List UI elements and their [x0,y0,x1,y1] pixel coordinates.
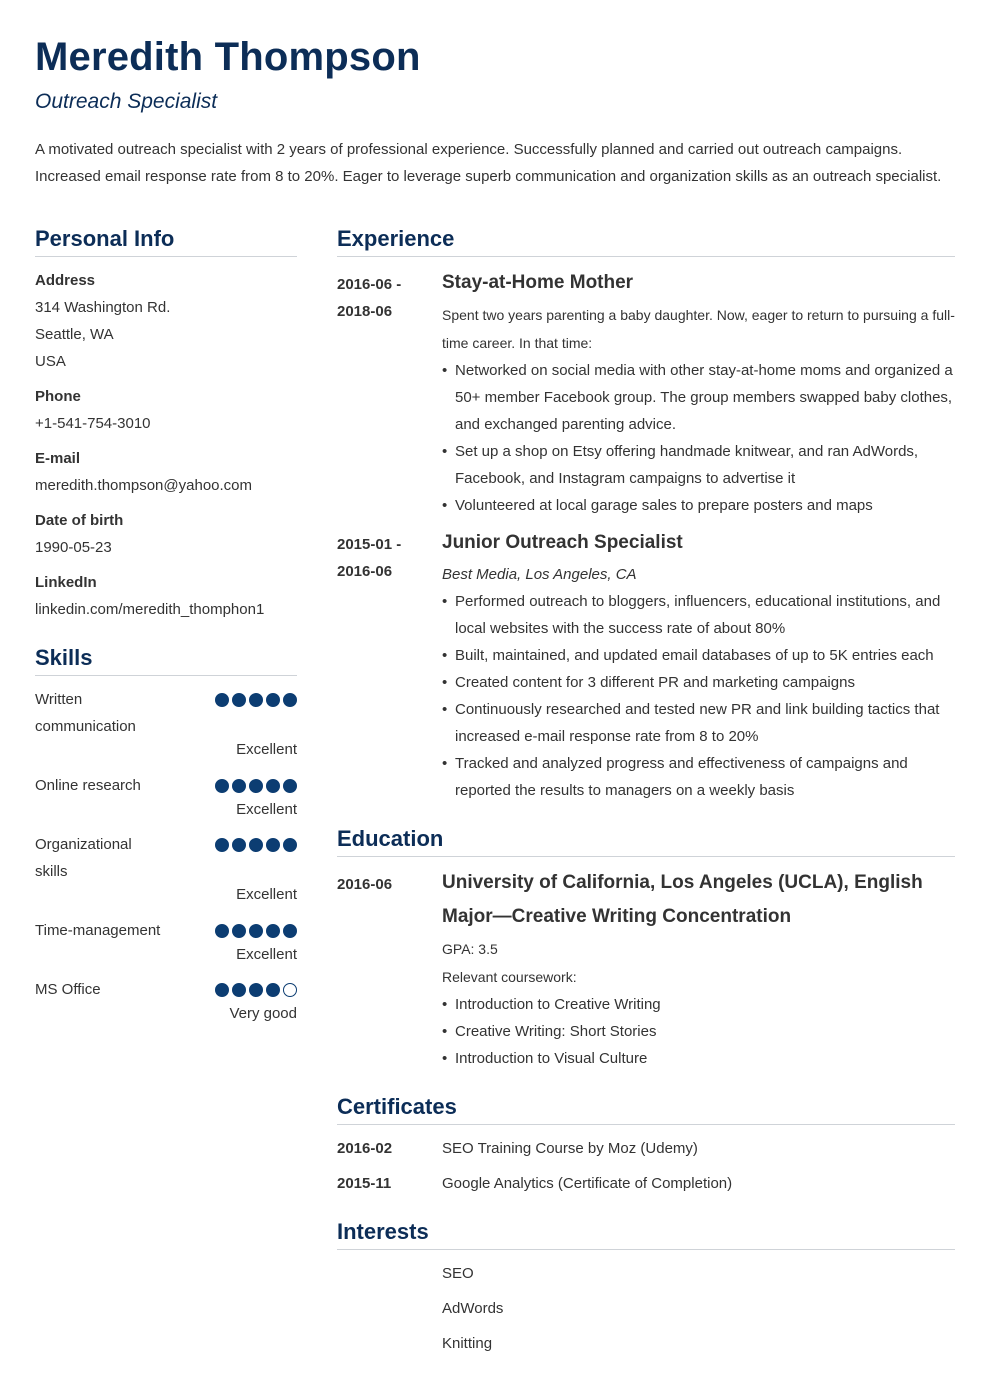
rating-dot-filled [266,983,280,997]
job-date-start: 2015-01 - [337,536,402,553]
list-item: • Set up a shop on Etsy offering handmade knitwear, and ran AdWords, Facebook, and Instagram campaigns to advertise it [442,438,955,492]
rating-dot-filled [249,983,263,997]
list-item: • Creative Writing: Short Stories [442,1018,955,1045]
job-title: Junior Outreach Specialist [442,532,683,553]
rating-dot-filled [215,924,229,938]
skill-name: Online research [35,777,141,794]
dob-label: Date of birth [35,512,124,529]
skill-rating [215,983,297,997]
personal-info-divider [35,256,297,257]
education-divider [337,856,955,857]
list-item: • Built, maintained, and updated email databases of up to 5K entries each [442,642,955,669]
skill-name: Written communication [35,691,136,735]
job-title: Outreach Specialist [35,90,218,113]
skill-rating [215,779,297,793]
skill-name: MS Office [35,981,101,998]
rating-dot-filled [283,924,297,938]
list-item: • Performed outreach to bloggers, influencers, educational institutions, and local websites with the success rate of about 80% [442,588,955,642]
job-date-end: 2018-06 [337,303,393,320]
rating-dot-filled [215,693,229,707]
skill-level: Excellent [236,886,297,903]
certificate-name: Google Analytics (Certificate of Completion) [442,1175,733,1192]
interest-item: Knitting [442,1335,493,1352]
list-item: • Tracked and analyzed progress and effectiveness of campaigns and reported the results to managers on a weekly basis [442,750,955,804]
list-item: • Created content for 3 different PR and marketing campaigns [442,669,955,696]
skill-level: Very good [229,1005,297,1022]
interest-item: AdWords [442,1300,504,1317]
email-value: meredith.thompson@yahoo.com [35,477,253,494]
education-date: 2016-06 [337,876,393,893]
rating-dot-empty [283,983,297,997]
certificate-date: 2016-02 [337,1140,393,1157]
interests-divider [337,1249,955,1250]
rating-dot-filled [283,779,297,793]
list-item: • Volunteered at local garage sales to prepare posters and maps [442,492,955,519]
resume-page [35,0,955,1400]
job-bullets [442,357,955,519]
skill-rating [215,924,297,938]
list-item: • Networked on social media with other stay-at-home moms and organized a 50+ member Facebook group. The group members swapped baby clothes, and exchanged parenting advice. [442,357,955,438]
rating-dot-filled [232,838,246,852]
job-date-start: 2016-06 - [337,276,402,293]
skills-divider [35,675,297,676]
job-description: Spent two years parenting a baby daughter. Now, eager to return to pursuing a full-time career. In that time: [442,307,955,351]
education-heading: Education [337,826,444,851]
rating-dot-filled [283,838,297,852]
skill-level: Excellent [236,946,297,963]
certificate-name: SEO Training Course by Moz (Udemy) [442,1140,698,1157]
list-item: • Introduction to Visual Culture [442,1045,955,1072]
skill-rating [215,693,297,707]
course-list [442,991,955,1072]
rating-dot-filled [249,924,263,938]
list-item: • Introduction to Creative Writing [442,991,955,1018]
rating-dot-filled [249,779,263,793]
address-line-3: USA [35,353,66,370]
address-line-1: 314 Washington Rd. [35,299,171,316]
skill-level: Excellent [236,801,297,818]
rating-dot-filled [232,983,246,997]
rating-dot-filled [266,693,280,707]
rating-dot-filled [283,693,297,707]
skill-name: Organizational skills [35,836,132,880]
rating-dot-filled [215,779,229,793]
summary-paragraph: A motivated outreach specialist with 2 years of professional experience. Successfully planned and carried out outreach campaigns. Increased email response rate from 8 to 20%. Eager to leverage superb communication and organization skills as an outreach specialist. [35,141,942,185]
company-name: Best Media, Los Angeles, CA [442,566,637,583]
address-label: Address [35,272,96,289]
certificates-divider [337,1124,955,1125]
gpa: GPA: 3.5 [442,941,498,957]
job-bullets [442,588,955,804]
rating-dot-filled [215,983,229,997]
experience-heading: Experience [337,226,455,251]
rating-dot-filled [232,924,246,938]
coursework-label: Relevant coursework: [442,969,577,985]
rating-dot-filled [266,838,280,852]
rating-dot-filled [249,838,263,852]
skill-rating [215,838,297,852]
interest-item: SEO [442,1265,474,1282]
school-name: University of California, Los Angeles (UCLA), English Major—Creative Writing Concentration [442,872,923,927]
rating-dot-filled [249,693,263,707]
phone-label: Phone [35,388,81,405]
skill-name: Time-management [35,922,161,939]
rating-dot-filled [232,779,246,793]
address-line-2: Seattle, WA [35,326,114,343]
skill-level: Excellent [236,741,297,758]
rating-dot-filled [266,924,280,938]
job-date-end: 2016-06 [337,563,393,580]
linkedin-value: linkedin.com/meredith_thomphon1 [35,601,265,618]
list-item: • Continuously researched and tested new PR and link building tactics that increased e-mail response rate from 8 to 20% [442,696,955,750]
rating-dot-filled [215,838,229,852]
experience-divider [337,256,955,257]
certificates-heading: Certificates [337,1094,457,1119]
skills-heading: Skills [35,645,93,670]
phone-value: +1-541-754-3010 [35,415,151,432]
linkedin-label: LinkedIn [35,574,97,591]
certificate-date: 2015-11 [337,1175,392,1192]
personal-info-heading: Personal Info [35,226,175,251]
dob-value: 1990-05-23 [35,539,112,556]
rating-dot-filled [232,693,246,707]
interests-heading: Interests [337,1219,429,1244]
job-title: Stay-at-Home Mother [442,272,634,293]
email-label: E-mail [35,450,81,467]
candidate-name: Meredith Thompson [35,35,421,79]
rating-dot-filled [266,779,280,793]
